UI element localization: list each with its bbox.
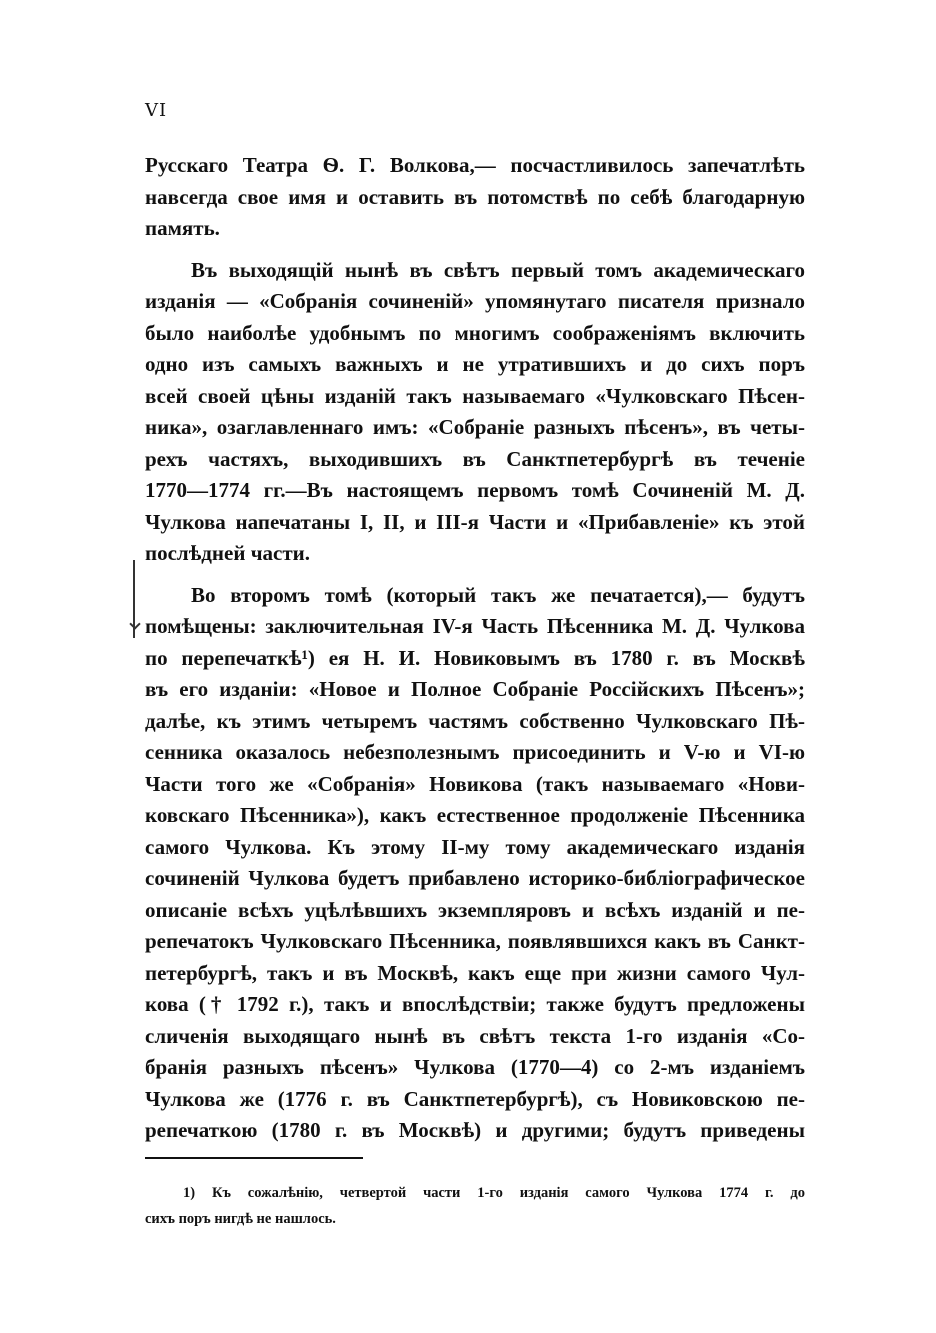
text-line: память. bbox=[145, 216, 220, 240]
margin-arrow-icon bbox=[129, 618, 140, 629]
text-line: по перепечаткѣ¹) ея Н. И. Новиковымъ въ 1780 г. въ Москвѣ bbox=[145, 645, 805, 670]
footnote-line: 1) Къ сожалѣнію, четвертой части 1-го изданія самого Чулкова 1774 г. до bbox=[183, 1185, 805, 1201]
text-line: 1770—1774 гг.—Въ настоящемъ первомъ томѣ Сочиненій М. Д. bbox=[145, 478, 805, 502]
text-line: далѣе, къ этимъ четыремъ частямъ собственно Чулковскаго Пѣ- bbox=[145, 708, 805, 733]
text-line: навсегда свое имя и оставить въ потомствѣ по себѣ благодарную bbox=[145, 184, 805, 209]
text-line: репечаткою (1780 г. въ Москвѣ) и другими; будутъ приведены bbox=[145, 1118, 805, 1142]
text-line: кова († 1792 г.), такъ и впослѣдствіи; также будутъ предложены bbox=[145, 992, 805, 1016]
text-line: описаніе всѣхъ уцѣлѣвшихъ экземпляровъ и всѣхъ изданій и пе- bbox=[145, 897, 805, 922]
footnote-rule bbox=[145, 1157, 363, 1159]
text-line: Русскаго Театра Ѳ. Г. Волкова,— посчастливилось запечатлѣть bbox=[145, 153, 805, 177]
text-line: сличенія выходящаго нынѣ въ свѣтъ текста 1-го изданія «Со- bbox=[145, 1023, 805, 1048]
body-text bbox=[145, 150, 805, 1147]
text-line: сенника оказалось небезполезнымъ присоединить и V-ю и VI-ю bbox=[145, 740, 805, 764]
text-line: рехъ частяхъ, выходившихъ въ Санктпетербургѣ въ теченіе bbox=[145, 446, 805, 471]
text-line: Чулкова же (1776 г. въ Санктпетербургѣ), съ Новиковскою пе- bbox=[145, 1086, 805, 1111]
text-line: Во второмъ томѣ (который такъ же печатается),— будутъ bbox=[191, 582, 805, 607]
text-line: помѣщены: заключительная IV-я Часть Пѣсенника М. Д. Чулкова bbox=[145, 614, 805, 638]
text-line: ника», озаглавленнаго имъ: «Собраніе разныхъ пѣсенъ», въ четы- bbox=[145, 415, 805, 439]
text-line: было наиболѣе удобнымъ по многимъ соображеніямъ включить bbox=[145, 320, 805, 345]
page-number: VI bbox=[145, 100, 168, 121]
text-line: самого Чулкова. Къ этому II-му тому академическаго изданія bbox=[145, 834, 805, 859]
text-line: всей своей цѣны изданій такъ называемаго «Чулковскаго Пѣсен- bbox=[145, 383, 805, 408]
text-line: петербургѣ, такъ и въ Москвѣ, какъ еще при жизни самого Чул- bbox=[145, 960, 805, 985]
text-line: сочиненій Чулкова будетъ прибавлено историко-библіографическое bbox=[145, 866, 805, 890]
text-line: Части того же «Собранія» Новикова (такъ называемаго «Нови- bbox=[145, 771, 805, 796]
text-line: въ его изданіи: «Новое и Полное Собраніе Россійскихъ Пѣсенъ»; bbox=[145, 677, 805, 701]
text-line: послѣдней части. bbox=[145, 541, 311, 565]
footnote-line: сихъ поръ нигдѣ не нашлось. bbox=[145, 1211, 336, 1227]
text-line: ковскаго Пѣсенника»), какъ естественное продолженіе Пѣсенника bbox=[145, 803, 805, 827]
text-line: изданія — «Собранія сочиненій» упомянутаго писателя признало bbox=[145, 289, 805, 313]
text-line: бранія разныхъ пѣсенъ» Чулкова (1770—4) со 2-мъ изданіемъ bbox=[145, 1055, 805, 1079]
text-line: Чулкова напечатаны I, II, и III-я Части и «Прибавленіе» къ этой bbox=[145, 509, 805, 534]
text-line: Въ выходящій нынѣ въ свѣтъ первый томъ академическаго bbox=[191, 257, 805, 282]
text-line: одно изъ самыхъ важныхъ и не утратившихъ и до сихъ поръ bbox=[145, 352, 805, 376]
footnote bbox=[145, 1180, 805, 1232]
text-line: репечатокъ Чулковскаго Пѣсенника, появлявшихся какъ въ Санкт- bbox=[145, 929, 805, 953]
